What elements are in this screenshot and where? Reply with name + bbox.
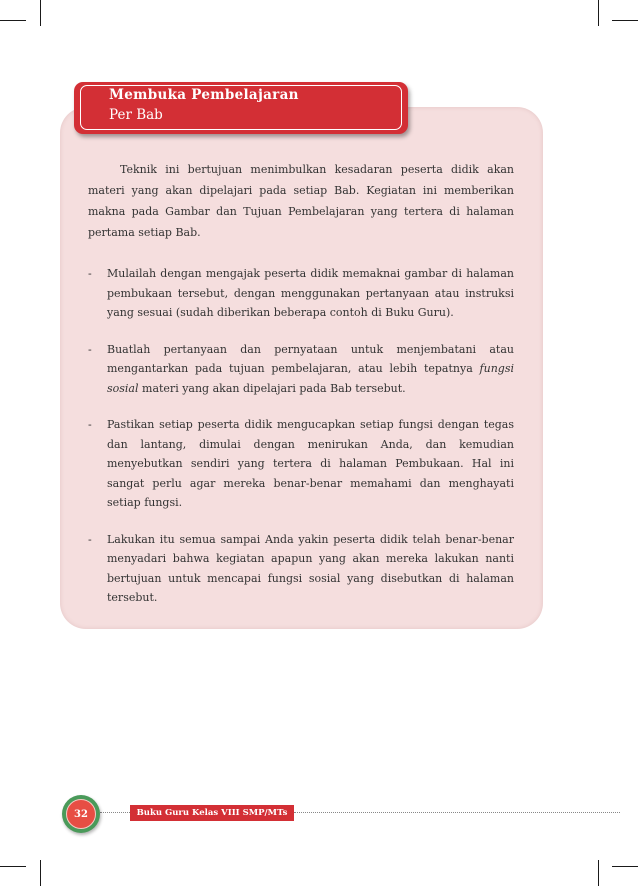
- bullet-marker: -: [88, 418, 92, 431]
- list-item-text: materi yang akan dipelajari pada Bab tersebut.: [138, 381, 406, 395]
- footer-dotted-rule: [100, 812, 130, 813]
- intro-paragraph: Teknik ini bertujuan menimbulkan kesadaran peserta didik akan materi yang akan dipelajari pada setiap Bab. Kegiatan ini memberikan makna pada Gambar dan Tujuan Pembelajaran yang tertera di halaman pertama setiap Bab.: [88, 163, 514, 239]
- list-item-text: Mulailah dengan mengajak peserta didik memaknai gambar di halaman pembukaan tersebut, dengan menggunakan pertanyaan atau instruksi yang sesuai (sudah diberikan beberapa contoh di Buku Guru).: [107, 267, 514, 319]
- crop-mark: [0, 866, 26, 867]
- crop-mark: [612, 20, 638, 21]
- section-title: Membuka Pembelajaran: [109, 87, 299, 103]
- footer-dotted-rule: [294, 812, 620, 813]
- crop-mark: [40, 0, 41, 26]
- list-item-text: Pastikan setiap peserta didik mengucapkan setiap fungsi dengan tegas dan lantang, dimulai dengan menirukan Anda, dan kemudian menyebutkan sendiri yang tertera di halaman Pembukaan. Hal ini sangat perlu agar mereka benar-benar memahami dan menghayati setiap fungsi.: [107, 418, 514, 509]
- list-item-text: Buatlah pertanyaan dan pernyataan untuk menjembatani atau mengantarkan pada tujuan pembelajaran, atau lebih tepatnya: [107, 342, 514, 375]
- crop-mark: [40, 860, 41, 886]
- bullet-marker: -: [88, 267, 92, 280]
- list-item: [88, 264, 514, 323]
- bullet-marker: -: [88, 532, 92, 546]
- footer-book-title: Buku Guru Kelas VIII SMP/MTs: [130, 805, 294, 821]
- page-number: 32: [66, 799, 96, 829]
- list-item: [88, 530, 514, 608]
- crop-mark: [598, 860, 599, 886]
- italic-term: fungsi sosial: [107, 362, 514, 395]
- crop-mark: [598, 0, 599, 26]
- list-item: [88, 340, 514, 399]
- bullet-list: [88, 264, 514, 625]
- crop-mark: [0, 20, 26, 21]
- section-subtitle: Per Bab: [109, 107, 163, 123]
- list-item: [88, 415, 514, 513]
- list-item-text: Lakukan itu semua sampai Anda yakin peserta didik telah benar-benar menyadari bahwa kegiatan apapun yang akan mereka lakukan nanti bertujuan untuk mencapai fungsi sosial yang disebutkan di halaman tersebut.: [107, 532, 514, 604]
- crop-mark: [612, 866, 638, 867]
- bullet-marker: -: [88, 342, 92, 356]
